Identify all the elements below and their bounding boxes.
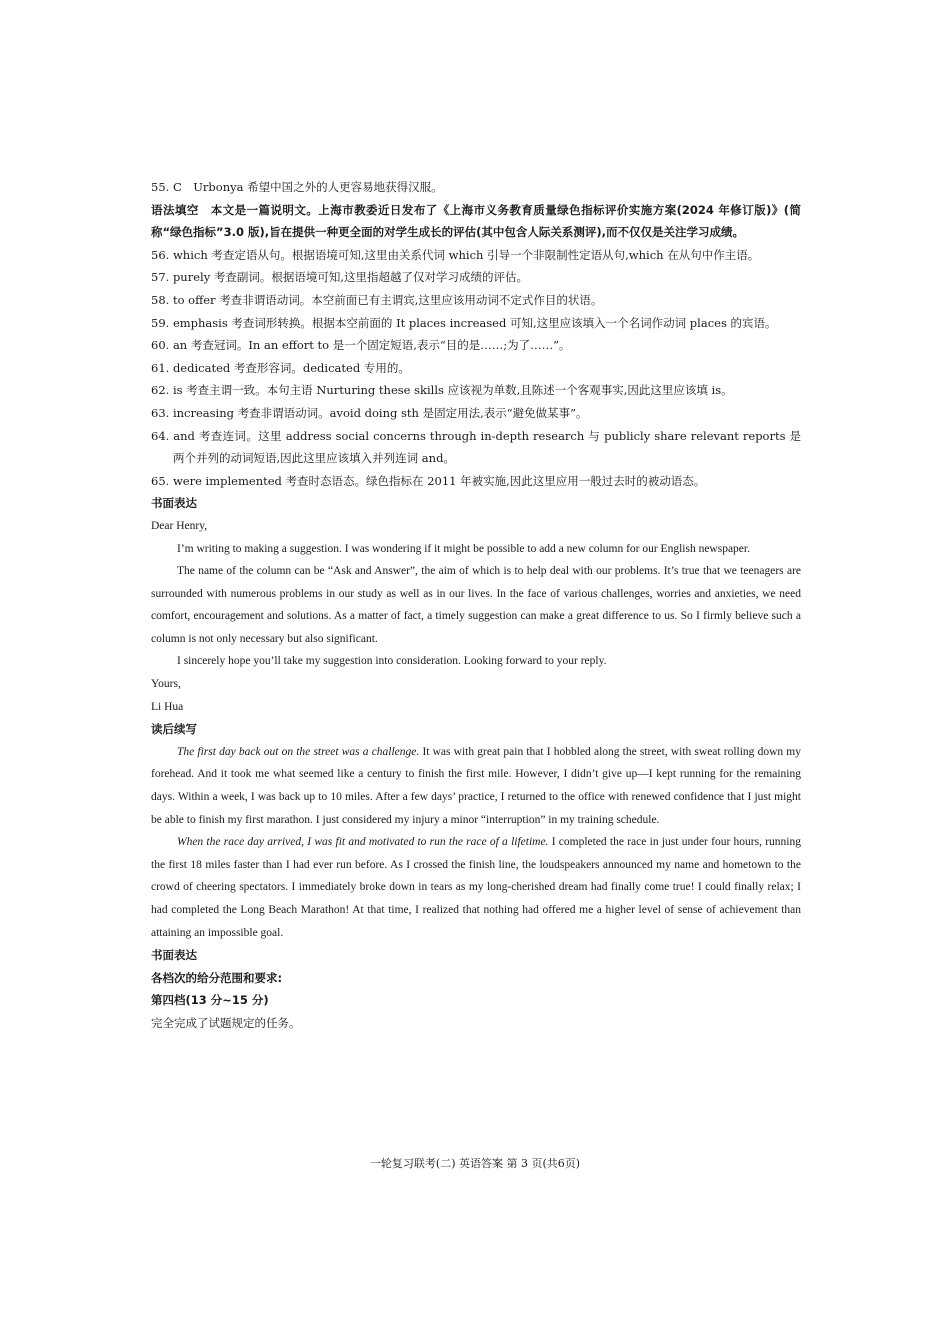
story-opening-sentence: When the race day arrived, I was fit and motivated to run the race of a lifetime. [177,836,549,849]
sample-continuation [151,741,801,944]
answer-item: 65. were implemented 考查时态语态。绿色指标在 2011 年被实施,因此这里应用一般过去时的被动语态。 [151,473,706,488]
answer-item: 62. is 考查主谓一致。本句主语 Nurturing these skills 应该视为单数,且陈述一个客观事实,因此这里应该填 is。 [151,383,733,398]
tier4-description: 完全完成了试题规定的任务。 [151,1015,301,1030]
answer-item: 64. and 考查连词。这里 address social concerns through in-depth research 与 publicly share relevant reports 是两个并列的动词短语,因此这里应该填入并列连词 and。 [151,428,801,466]
answer-item: 58. to offer 考查非谓语动词。本空前面已有主谓宾,这里应该用动词不定式作目的状语。 [151,292,603,307]
story-opening-sentence: The first day back out on the street was a challenge. [177,745,420,758]
letter-salutation: Dear Henry, [151,519,208,532]
scoring-heading: 各档次的给分范围和要求: [151,970,283,985]
letter-paragraph: I sincerely hope you’ll take my suggestion into consideration. Looking forward to your reply. [177,655,607,668]
grammar-fill-heading: 语法填空 本文是一篇说明文。上海市教委近日发布了《上海市义务教育质量绿色指标评价实施方案(2024 年修订版)》(简称“绿色指标”3.0 版),旨在提供一种更全面的对学生成长的评估(其中包含人际关系测评),而不仅仅是关注学习成绩。 [151,202,801,240]
grammar-answer-list [151,244,801,493]
answer-item: 56. which 考查定语从句。根据语境可知,这里由关系代词 which 引导一个非限制性定语从句,which 在从句中作主语。 [151,247,760,262]
letter-closing: Yours, [151,678,181,691]
letter-paragraph: I’m writing to making a suggestion. I was wondering if it might be possible to add a new column for our English newspaper. [177,542,750,555]
letter-signature: Li Hua [151,700,184,713]
answer-item: 59. emphasis 考查词形转换。根据本空前面的 It places increased 可知,这里应该填入一个名词作动词 places 的宾语。 [151,315,777,330]
answer-item: 60. an 考查冠词。In an effort to 是一个固定短语,表示“目的是……;为了……”。 [151,338,571,353]
sample-letter [151,515,801,718]
letter-paragraph: The name of the column can be “Ask and Answer”, the aim of which is to help deal with our problems. It’s true that we teenagers are surrounded with numerous problems in our study as well as in our lives. In the face of various challenges, worries and anxieties, we need comfort, encouragement and solutions. As a matter of fact, a timely suggestion can make a great difference to us. So I firmly believe such a column is not only necessary but also significant. [151,565,801,645]
story-body: It was with great pain that I hobbled along the street, with sweat rolling down my forehead. And it took me what seemed like a century to finish the first mile. However, I didn’t give up—I kept running for the remaining days. Within a week, I was back up to 10 miles. After a few days’ practice, I returned to the office with renewed confidence that I just might be able to finish my first marathon. I just considered my injury a minor “interruption” in my training schedule. [151,745,801,826]
answer-item: 57. purely 考查副词。根据语境可知,这里指超越了仅对学习成绩的评估。 [151,270,528,285]
answer-page [151,176,801,1035]
page-footer: 一轮复习联考(二) 英语答案 第 3 页(共6页) [369,1157,581,1170]
answer-item: 63. increasing 考查非谓语动词。avoid doing sth 是固定用法,表示“避免做某事”。 [151,405,588,420]
story-body: I completed the race in just under four hours, running the first 18 miles faster than I had ever run before. As I crossed the finish line, the loudspeakers announced my name and hometown to the crowd of cheering spectators. I immediately broke down in tears as my long-cherished dream had finally come true! I could finally relax; I had completed the Long Beach Marathon! At that time, I realized that nothing had offered me a higher level of sense of achievement than attaining an impossible goal. [151,836,802,939]
writing-heading: 书面表达 [151,496,197,511]
answer-item: 61. dedicated 考查形容词。dedicated 专用的。 [151,360,410,375]
writing-heading-2: 书面表达 [151,948,197,963]
continuation-heading: 读后续写 [151,722,197,737]
tier4-heading: 第四档(13 分~15 分) [151,993,269,1008]
story-paragraph-1 [151,741,801,831]
story-paragraph-2 [151,831,801,944]
answer-55: 55. C Urbonya 希望中国之外的人更容易地获得汉服。 [151,180,443,194]
